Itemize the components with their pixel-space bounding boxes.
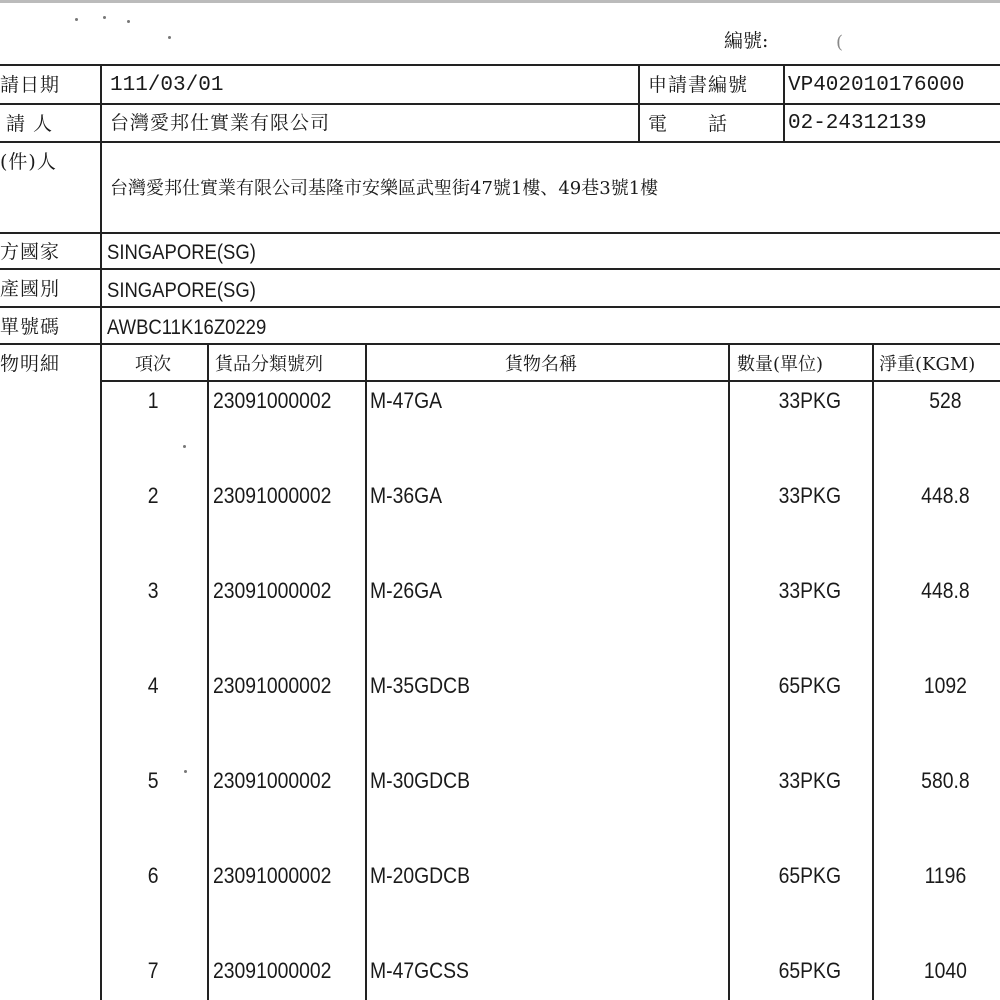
origin-country-label: 產國別 [0, 278, 61, 300]
serial-number-value: ( [836, 32, 844, 53]
document-number-value: AWBC11K16Z0229 [107, 316, 267, 339]
row-goods-name: M-26GA [370, 578, 443, 603]
phone-label: 電 話 [648, 113, 729, 135]
consignee-value: 台灣愛邦仕實業有限公司基隆市安樂區武聖街47號1樓、49巷3號1樓 [110, 178, 659, 199]
country-value: SINGAPORE(SG) [107, 241, 256, 264]
row-net-weight: 448.8 [921, 483, 970, 508]
scan-speck [75, 18, 78, 21]
date-value: 111/03/01 [110, 74, 224, 97]
applicant-value: 台灣愛邦仕實業有限公司 [110, 112, 331, 134]
row-hs-code: 23091000002 [213, 958, 332, 983]
rule-v-label [100, 64, 102, 1000]
row-quantity: 33PKG [778, 578, 842, 603]
row-item-number: 4 [147, 673, 159, 698]
row-hs-code: 23091000002 [213, 768, 332, 793]
document-number-label: 單號碼 [0, 316, 61, 338]
rule-v-weight [872, 343, 874, 1000]
rule-h1 [0, 64, 1000, 66]
rule-v-appno-right [783, 64, 785, 141]
application-number-value: VP402010176000 [788, 74, 965, 97]
scan-speck [184, 770, 187, 773]
row-net-weight: 1040 [923, 958, 967, 983]
row-item-number: 7 [147, 958, 159, 983]
rule-h8 [102, 380, 1000, 382]
column-header-item: 項次 [135, 354, 171, 375]
row-quantity: 33PKG [778, 388, 842, 413]
rule-h6 [0, 306, 1000, 308]
row-goods-name: M-30GDCB [370, 768, 471, 793]
row-hs-code: 23091000002 [213, 483, 332, 508]
row-net-weight: 528 [929, 388, 962, 413]
row-item-number: 6 [147, 863, 159, 888]
rule-v-name [365, 343, 367, 1000]
row-hs-code: 23091000002 [213, 673, 332, 698]
row-quantity: 65PKG [778, 958, 842, 983]
phone-value: 02-24312139 [788, 112, 927, 135]
row-net-weight: 1092 [923, 673, 967, 698]
scan-speck [103, 16, 106, 19]
column-header-quantity: 數量(單位) [737, 354, 824, 375]
row-goods-name: M-47GCSS [370, 958, 469, 983]
row-quantity: 65PKG [778, 673, 842, 698]
serial-number-label: 編號: [724, 30, 769, 52]
row-net-weight: 448.8 [921, 578, 970, 603]
row-goods-name: M-35GDCB [370, 673, 471, 698]
row-hs-code: 23091000002 [213, 863, 332, 888]
rule-h2 [0, 103, 1000, 105]
origin-country-value: SINGAPORE(SG) [107, 279, 256, 302]
row-hs-code: 23091000002 [213, 388, 332, 413]
column-header-net-weight: 淨重(KGM) [879, 354, 976, 375]
application-number-label: 申請書編號 [648, 74, 749, 96]
top-faint-border [0, 0, 1000, 3]
row-quantity: 33PKG [778, 483, 842, 508]
rule-v-qty [728, 343, 730, 1000]
column-header-hs-code: 貨品分類號列 [215, 354, 323, 375]
country-label: 方國家 [0, 241, 61, 263]
row-item-number: 1 [147, 388, 159, 413]
row-quantity: 33PKG [778, 768, 842, 793]
consignee-label: (件)人 [0, 151, 57, 173]
date-label: 請日期 [0, 74, 61, 96]
scan-speck [127, 20, 130, 23]
goods-detail-label: 物明細 [0, 353, 61, 375]
scan-speck [168, 36, 171, 39]
row-goods-name: M-47GA [370, 388, 443, 413]
row-hs-code: 23091000002 [213, 578, 332, 603]
row-quantity: 65PKG [778, 863, 842, 888]
applicant-label: 請 人 [6, 113, 54, 135]
rule-v-appno-left [638, 64, 640, 141]
column-header-goods-name: 貨物名稱 [505, 354, 577, 375]
rule-h5 [0, 268, 1000, 270]
rule-h4 [0, 232, 1000, 234]
rule-v-hscode [207, 343, 209, 1000]
row-item-number: 3 [147, 578, 159, 603]
row-goods-name: M-36GA [370, 483, 443, 508]
row-net-weight: 580.8 [921, 768, 970, 793]
row-item-number: 5 [147, 768, 159, 793]
rule-h3 [0, 141, 1000, 143]
row-item-number: 2 [147, 483, 159, 508]
row-goods-name: M-20GDCB [370, 863, 471, 888]
row-net-weight: 1196 [924, 863, 967, 888]
rule-h7 [0, 343, 1000, 345]
scan-speck [183, 445, 186, 448]
